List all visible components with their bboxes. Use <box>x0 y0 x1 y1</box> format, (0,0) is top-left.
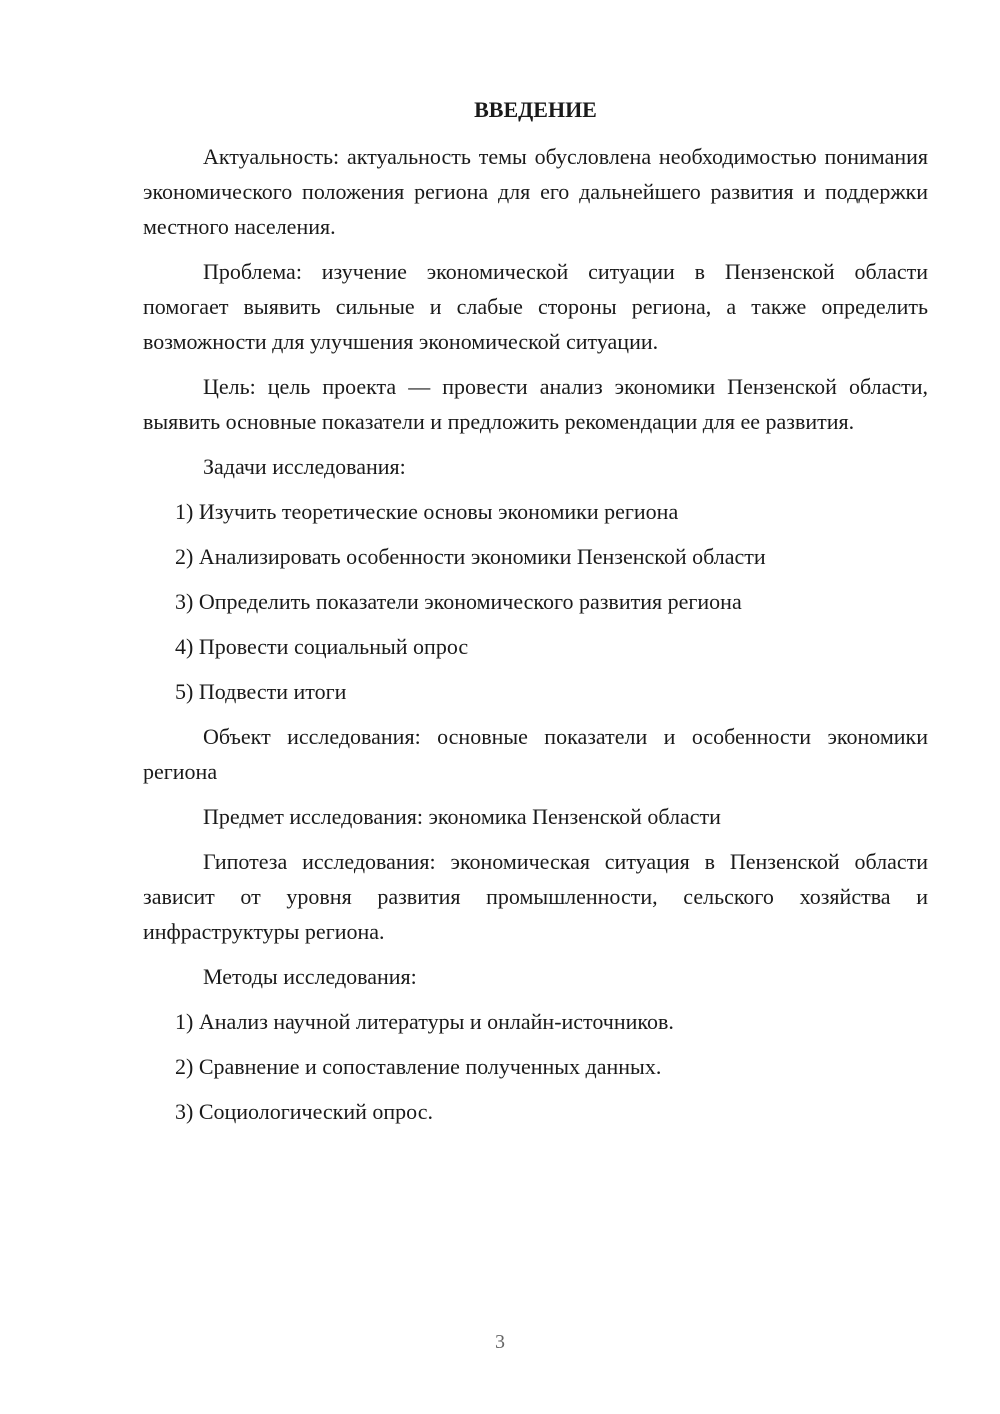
goal-paragraph: Цель: цель проекта — провести анализ экономики Пензенской области, выявить основные показатели и предложить рекомендации для ее развития. <box>143 374 928 434</box>
tasks-list <box>143 494 928 709</box>
task-item: 5) Подвести итоги <box>175 679 347 704</box>
relevance-paragraph: Актуальность: актуальность темы обусловлена необходимостью понимания экономического положения региона для его дальнейшего развития и поддержки местного населения. <box>143 144 928 239</box>
method-item: 1) Анализ научной литературы и онлайн-источников. <box>175 1009 674 1034</box>
method-item: 2) Сравнение и сопоставление полученных данных. <box>175 1054 662 1079</box>
methods-label: Методы исследования: <box>203 964 417 989</box>
methods-list <box>143 1004 928 1129</box>
hypothesis-paragraph: Гипотеза исследования: экономическая ситуация в Пензенской области зависит от уровня развития промышленности, сельского хозяйства и инфраструктуры региона. <box>143 849 928 944</box>
object-paragraph: Объект исследования: основные показатели и особенности экономики региона <box>143 724 928 784</box>
subject-paragraph: Предмет исследования: экономика Пензенской области <box>203 804 721 829</box>
tasks-label: Задачи исследования: <box>203 454 406 479</box>
task-item: 4) Провести социальный опрос <box>175 634 469 659</box>
section-title: ВВЕДЕНИЕ <box>474 97 597 122</box>
task-item: 2) Анализировать особенности экономики Пензенской области <box>175 544 766 569</box>
problem-paragraph: Проблема: изучение экономической ситуации в Пензенской области помогает выявить сильные и слабые стороны региона, а также определить возможности для улучшения экономической ситуации. <box>143 259 928 354</box>
task-item: 1) Изучить теоретические основы экономики региона <box>175 499 679 524</box>
method-item: 3) Социологический опрос. <box>175 1099 433 1124</box>
document-page <box>143 92 928 1139</box>
page-number: 3 <box>495 1331 505 1353</box>
task-item: 3) Определить показатели экономического развития региона <box>175 589 742 614</box>
